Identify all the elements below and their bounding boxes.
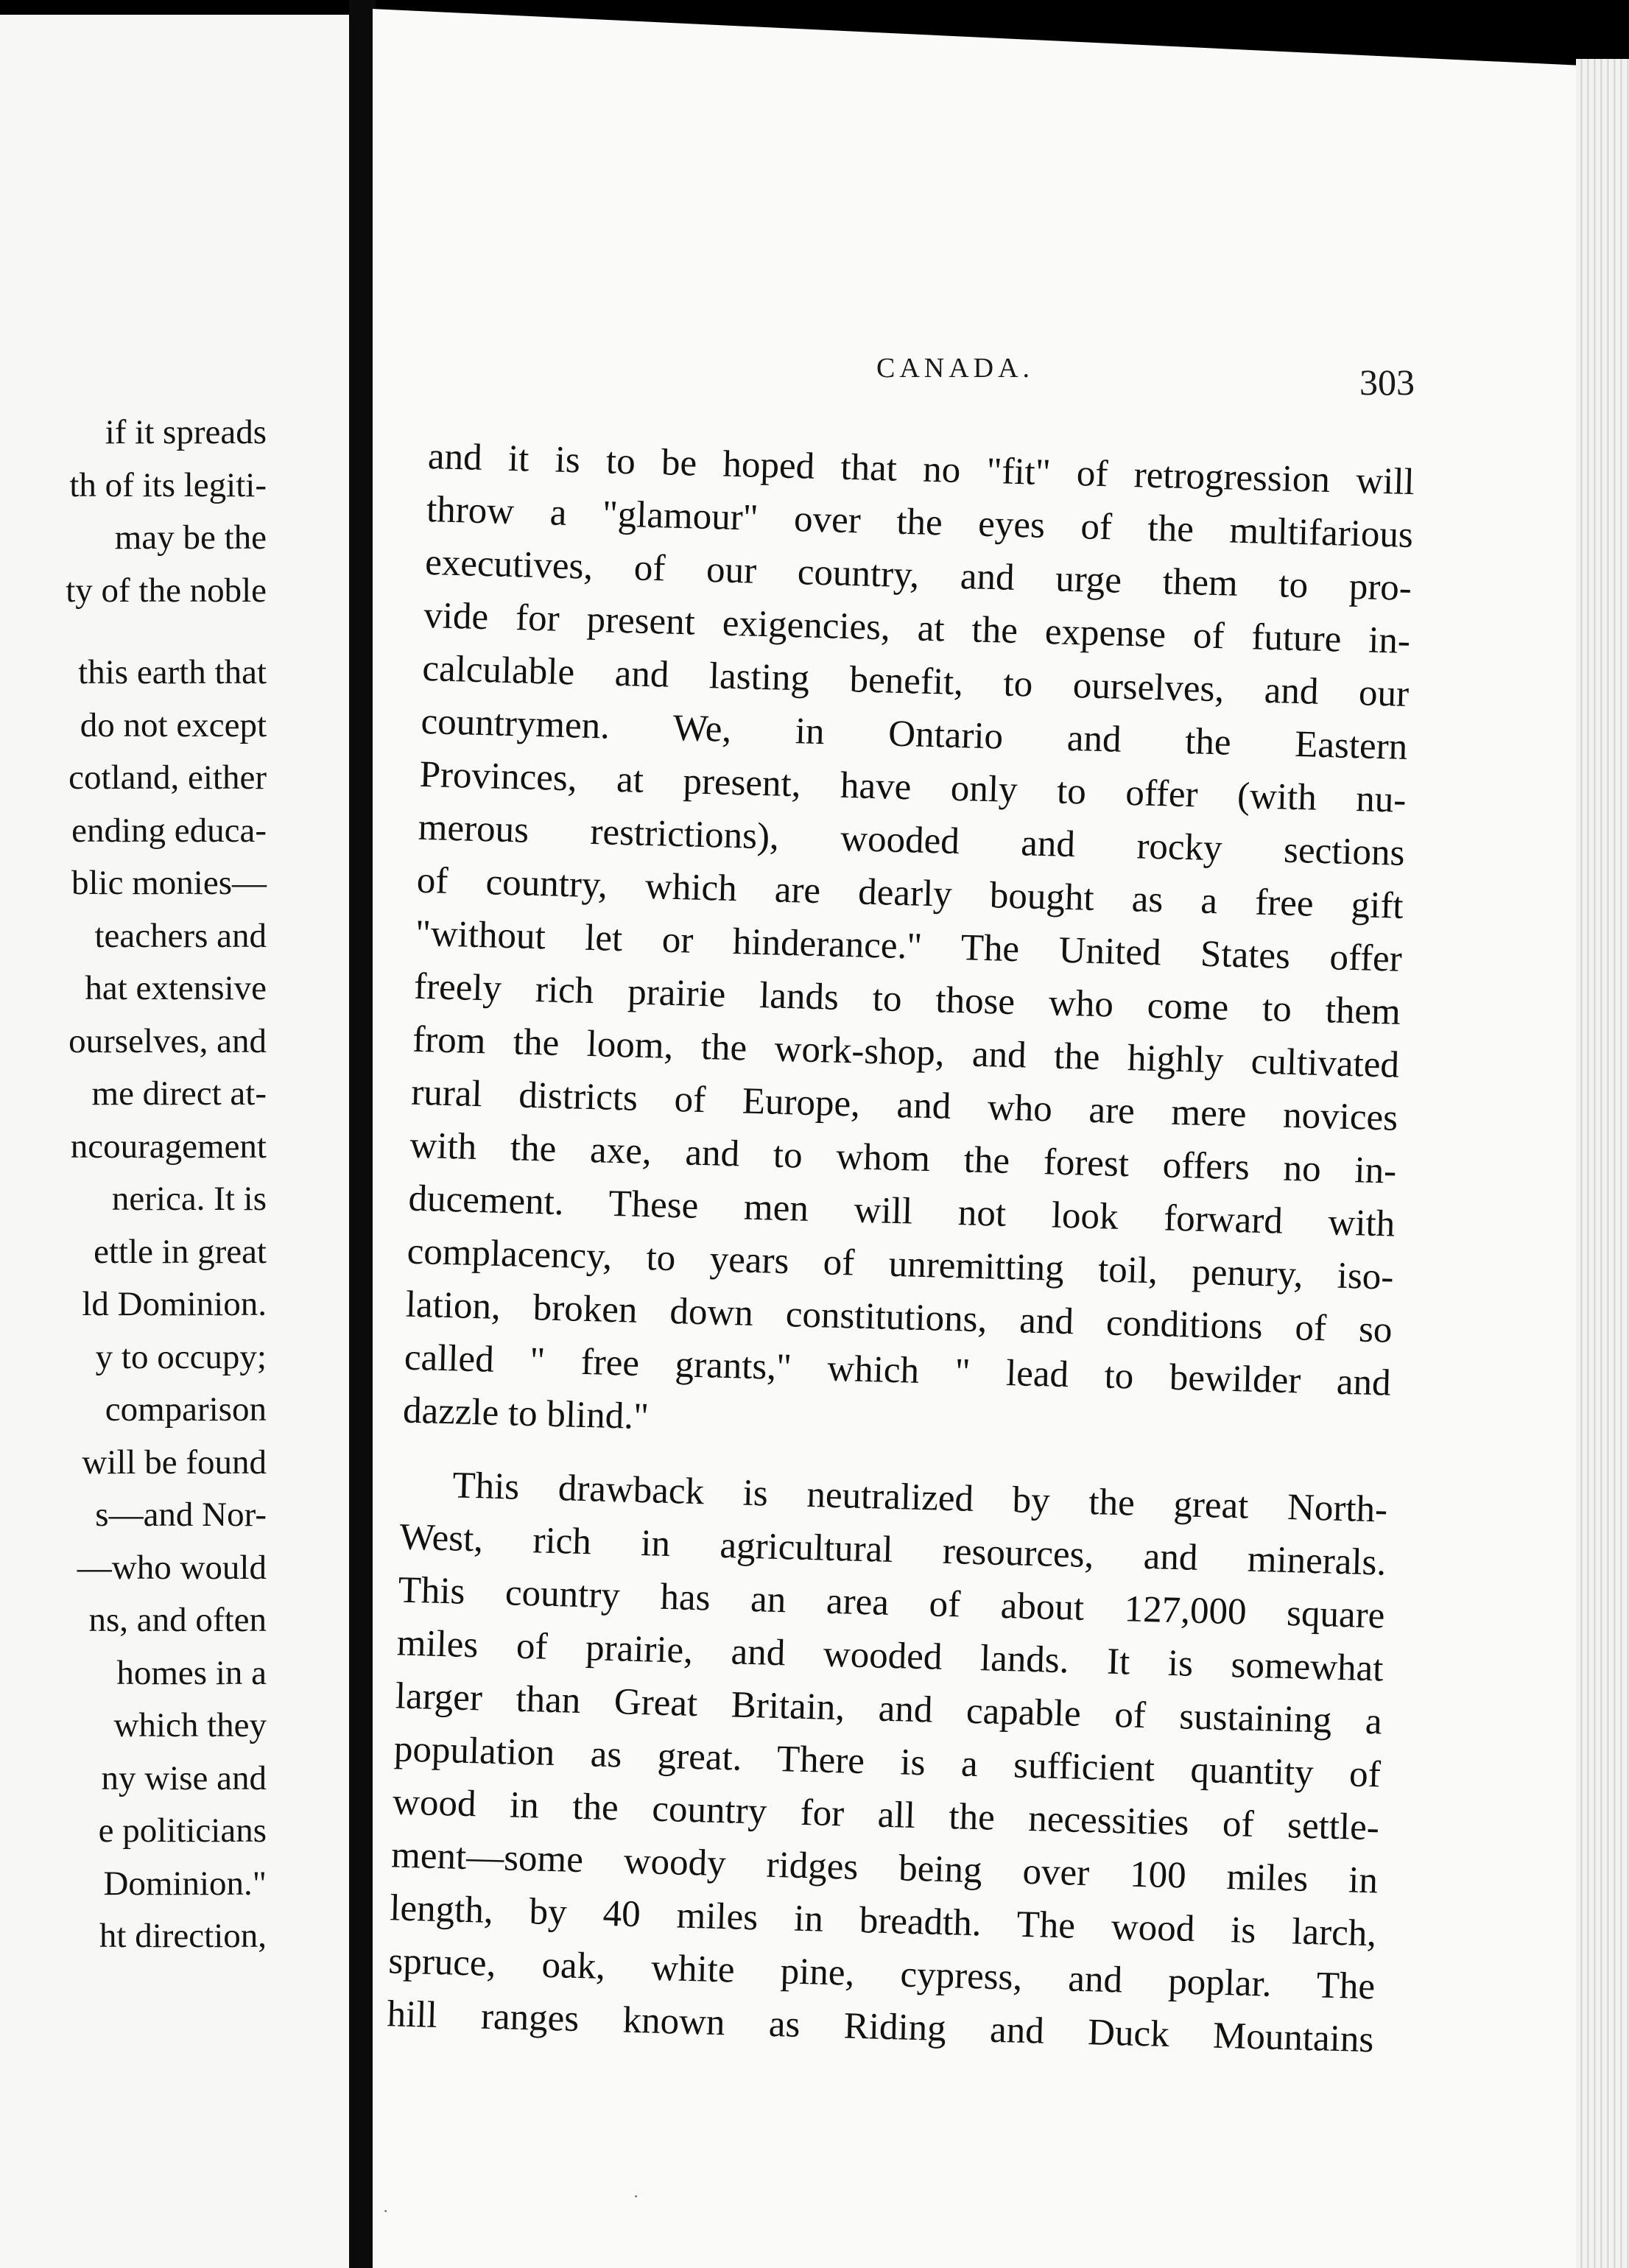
text-line: hill ranges known as Riding and Duck Mountains bbox=[386, 1993, 1374, 2061]
text-line: rural districts of Europe, and who are mere novices bbox=[410, 1071, 1398, 1139]
left-page-line: e politicians bbox=[98, 1811, 267, 1850]
page-speck: · bbox=[383, 2202, 389, 2220]
text-line: lation, broken down constitutions, and conditions of so bbox=[405, 1283, 1393, 1351]
left-page-line: ld Dominion. bbox=[82, 1285, 267, 1323]
text-line: complacency, to years of unremitting toil, penury, iso- bbox=[407, 1230, 1395, 1298]
text-line: with the axe, and to whom the forest offers no in- bbox=[409, 1124, 1397, 1192]
left-page-line: s—and Nor- bbox=[95, 1496, 267, 1534]
left-page-line: ettle in great bbox=[94, 1232, 267, 1271]
book-gutter bbox=[349, 0, 376, 2268]
left-page-line: Dominion." bbox=[103, 1864, 267, 1903]
left-page-line: if it spreads bbox=[105, 413, 267, 451]
left-page bbox=[0, 15, 361, 2268]
left-page-line: teachers and bbox=[94, 916, 267, 955]
text-line: length, by 40 miles in breadth. The wood is larch, bbox=[389, 1887, 1377, 1955]
text-line: calculable and lasting benefit, to ourselves, and our bbox=[421, 647, 1410, 715]
page-edges bbox=[1576, 59, 1629, 2268]
left-page-line: do not except bbox=[80, 705, 267, 744]
text-line: merous restrictions), wooded and rocky sections bbox=[418, 806, 1406, 874]
left-page-line: comparison bbox=[105, 1390, 267, 1429]
left-page-line: which they bbox=[113, 1706, 267, 1744]
text-line: Provinces, at present, have only to offer (with nu- bbox=[419, 753, 1407, 821]
text-line: spruce, oak, white pine, cypress, and poplar. The bbox=[387, 1940, 1376, 2008]
left-page-line: ty of the noble bbox=[66, 571, 267, 610]
text-line: called " free grants," which " lead to bewilder and bbox=[404, 1336, 1392, 1404]
left-page-line: ourselves, and bbox=[68, 1021, 267, 1060]
page-speck: · bbox=[633, 2187, 639, 2205]
left-page-line: ending educa- bbox=[71, 811, 267, 850]
body-text bbox=[387, 430, 1415, 2066]
left-page-line: me direct at- bbox=[91, 1074, 267, 1113]
text-line: vide for present exigencies, at the expense of future in- bbox=[423, 594, 1411, 662]
left-page-line: y to occupy; bbox=[95, 1337, 267, 1376]
left-page-line: may be the bbox=[114, 518, 267, 557]
text-line: countrymen. We, in Ontario and the Eastern bbox=[420, 700, 1408, 768]
text-line: dazzle to blind." bbox=[402, 1390, 650, 1438]
left-page-line: ny wise and bbox=[101, 1758, 267, 1797]
text-line: freely rich prairie lands to those who come to them bbox=[413, 965, 1401, 1033]
left-page-line: cotland, either bbox=[68, 758, 267, 797]
text-line: population as great. There is a sufficient quantity of bbox=[393, 1728, 1382, 1796]
left-page-line: —who would bbox=[77, 1548, 267, 1587]
running-head: CANADA. bbox=[876, 353, 1035, 384]
text-line: executives, of our country, and urge them to pro- bbox=[424, 541, 1412, 610]
text-line: from the loom, the work-shop, and the highly cultivated bbox=[412, 1018, 1400, 1086]
left-page-line: th of its legiti- bbox=[69, 465, 267, 504]
text-line: ducement. These men will not look forward with bbox=[407, 1177, 1396, 1245]
left-page-line: ht direction, bbox=[99, 1917, 267, 1955]
left-page-line: homes in a bbox=[116, 1653, 267, 1692]
text-line: West, rich in agricultural resources, and minerals. bbox=[398, 1516, 1387, 1584]
left-page-line: hat extensive bbox=[85, 969, 267, 1007]
text-line: This drawback is neutralized by the great North- bbox=[451, 1465, 1388, 1531]
text-line: miles of prairie, and wooded lands. It is somewhat bbox=[396, 1622, 1385, 1690]
text-line: wood in the country for all the necessities of settle- bbox=[392, 1781, 1380, 1849]
text-line: larger than Great Britain, and capable of sustaining a bbox=[395, 1675, 1383, 1743]
text-line: "without let or hinderance." The United States offer bbox=[415, 912, 1403, 980]
left-page-line: this earth that bbox=[78, 653, 267, 691]
text-line: and it is to be hoped that no "fit" of retrogression will bbox=[427, 435, 1415, 504]
left-page-line: blic monies— bbox=[71, 864, 267, 902]
left-page-line: ncouragement bbox=[70, 1127, 267, 1166]
left-page-line: nerica. It is bbox=[111, 1180, 267, 1218]
text-line: ment—some woody ridges being over 100 miles in bbox=[390, 1834, 1379, 1902]
left-page-line: ns, and often bbox=[88, 1601, 267, 1639]
text-line: throw a "glamour" over the eyes of the multifarious bbox=[426, 488, 1414, 557]
left-page-line: will be found bbox=[82, 1443, 267, 1482]
text-line: This country has an area of about 127,000 square bbox=[398, 1569, 1386, 1637]
page-number: 303 bbox=[1359, 362, 1415, 403]
text-line: of country, which are dearly bought as a free gift bbox=[416, 859, 1404, 927]
